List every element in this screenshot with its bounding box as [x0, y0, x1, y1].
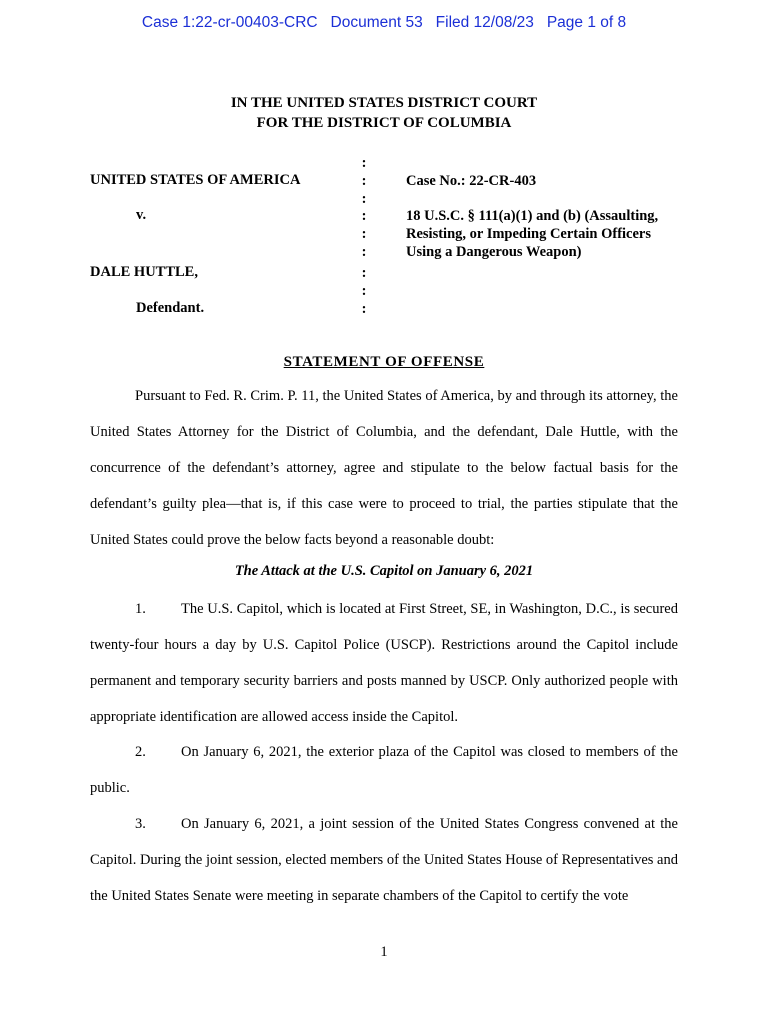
- page-number: 1: [380, 944, 388, 960]
- paragraph-text: On January 6, 2021, a joint session of the United States Congress convened at the Capitol. During the joint session, elected members of the United States House of Representatives and the United States Senate were meeting in separate chambers of the Capitol to certify the vote: [90, 816, 678, 904]
- plaintiff-name: UNITED STATES OF AMERICA: [90, 172, 301, 188]
- paragraph-number: 3.: [135, 816, 146, 832]
- caption-colon: :: [361, 265, 367, 281]
- charge-line-2: Resisting, or Impeding Certain Officers: [406, 226, 651, 242]
- paragraph-number: 2.: [135, 744, 146, 760]
- charge-line-1: 18 U.S.C. § 111(a)(1) and (b) (Assaulting,: [406, 208, 659, 224]
- paragraph-text: The U.S. Capitol, which is located at First Street, SE, in Washington, D.C., is secured twenty-four hours a day by U.S. Capitol Police (USCP). Restrictions around the Capitol include permanent and temporary security barriers and posts manned by USCP. Only authorized people with appropriate identification are allowed access inside the Capitol.: [90, 601, 678, 725]
- defendant-label: Defendant.: [136, 300, 205, 316]
- case-header-stamp: Case 1:22-cr-00403-CRC Document 53 Filed 12/08/23 Page 1 of 8: [141, 14, 627, 31]
- caption-colon: :: [361, 173, 367, 189]
- court-title: [0, 93, 768, 133]
- caption-colon: :: [361, 244, 367, 260]
- caption-colon: :: [361, 301, 367, 317]
- numbered-paragraph: [90, 806, 678, 914]
- caption-colon: :: [361, 155, 367, 171]
- caption-colon: :: [361, 191, 367, 207]
- case-number: Case No.: 22-CR-403: [406, 173, 537, 189]
- caption-colon: :: [361, 208, 367, 224]
- paragraph-text: On January 6, 2021, the exterior plaza of the Capitol was closed to members of the public.: [90, 744, 678, 796]
- caption-colon: :: [361, 226, 367, 242]
- charge-description: [406, 207, 658, 261]
- versus-label: v.: [136, 207, 147, 223]
- intro-paragraph: Pursuant to Fed. R. Crim. P. 11, the United States of America, by and through its attorney, the United States Attorney for the District of Columbia, and the defendant, Dale Huttle, with the concurrence of the defendant’s attorney, agree and stipulate to the below factual basis for the defendant’s guilty plea—that is, if this case were to proceed to trial, the parties stipulate that the United States could prove the below facts beyond a reasonable doubt:: [90, 388, 678, 548]
- subheading: The Attack at the U.S. Capitol on January 6, 2021: [234, 563, 534, 579]
- defendant-name: DALE HUTTLE,: [90, 264, 198, 280]
- numbered-paragraph: [90, 734, 678, 806]
- caption-colon: :: [361, 283, 367, 299]
- numbered-paragraph: [90, 591, 678, 735]
- court-title-line-1: IN THE UNITED STATES DISTRICT COURT: [230, 95, 538, 111]
- charge-line-3: Using a Dangerous Weapon): [406, 244, 582, 260]
- section-title: STATEMENT OF OFFENSE: [283, 354, 485, 370]
- paragraph-number: 1.: [135, 601, 146, 617]
- court-title-line-2: FOR THE DISTRICT OF COLUMBIA: [256, 115, 512, 131]
